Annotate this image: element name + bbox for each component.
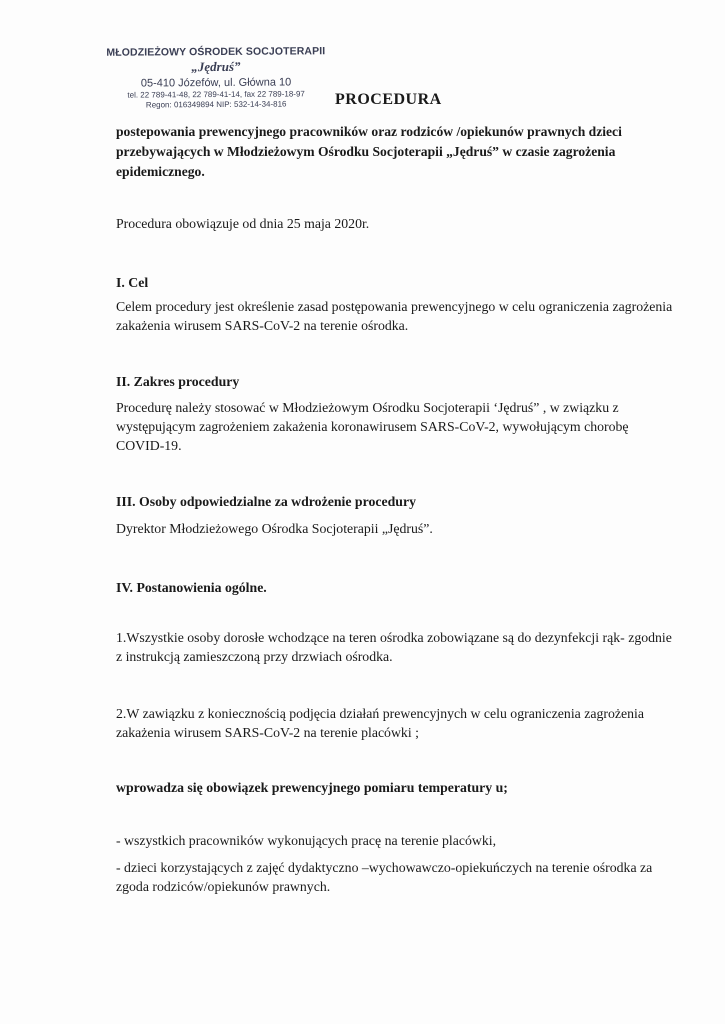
stamp-subname: „Jędruś” <box>191 58 241 75</box>
document-subtitle: postepowania prewencyjnego pracowników oraz rodziców /opiekunów prawnych dzieci przebywających w Młodzieżowym Ośrodku Socjoterapii „Jędruś” w czasie zagrożenia epidemicznego. <box>116 124 622 179</box>
section-heading-postanowienia: IV. Postanowienia ogólne. <box>116 580 267 595</box>
bullet-employees: - wszystkich pracowników wykonujących pracę na terenie placówki, <box>116 833 497 848</box>
section-body-zakres: Procedurę należy stosować w Młodzieżowym Ośrodku Socjoterapii ‘Jędruś” , w związku z występującym zagrożeniem zakażenia koronawirusem SARS-CoV-2, wywołującym chorobę COVID-19. <box>116 400 629 453</box>
postanowienia-item-1: 1.Wszystkie osoby dorosłe wchodzące na teren ośrodka zobowiązane są do dezynfekcji rąk- zgodnie z instrukcją zamieszczoną przy drzwiach ośrodka. <box>116 630 672 664</box>
section-heading-osoby: III. Osoby odpowiedzialne za wdrożenie procedury <box>116 494 416 509</box>
section-heading-cel: I. Cel <box>116 275 149 290</box>
stamp-address: 05-410 Józefów, ul. Główna 10 <box>140 76 292 90</box>
section-body-cel: Celem procedury jest określenie zasad postępowania prewencyjnego w celu ograniczenia zagrożenia zakażenia wirusem SARS-CoV-2 na terenie ośrodka. <box>116 299 673 333</box>
stamp-phones: tel. 22 789-41-48, 22 789-41-14, fax 22 789-18-97 <box>127 89 305 100</box>
postanowienia-item-2: 2.W zawiązku z koniecznością podjęcia działań prewencyjnych w celu ograniczenia zagrożenia zakażenia wirusem SARS-CoV-2 na terenie placówki ; <box>116 706 644 740</box>
effective-date: Procedura obowiązuje od dnia 25 maja 2020r. <box>116 216 370 231</box>
obligation-statement: wprowadza się obowiązek prewencyjnego pomiaru temperatury u; <box>116 780 508 795</box>
institution-stamp <box>100 45 332 110</box>
stamp-registry: Regon: 016349894 NIP: 532-14-34-816 <box>145 99 287 110</box>
bullet-children: - dzieci korzystających z zajęć dydaktyczno –wychowawczo-opiekuńczych na terenie ośrodka za zgoda rodziców/opiekunów prawnych. <box>116 860 653 894</box>
section-heading-zakres: II. Zakres procedury <box>116 374 240 389</box>
section-body-osoby: Dyrektor Młodzieżowego Ośrodka Socjoterapii „Jędruś”. <box>116 521 433 536</box>
document-title: PROCEDURA <box>335 91 442 108</box>
stamp-name: MŁODZIEŻOWY OŚRODEK SOCJOTERAPII <box>106 45 326 59</box>
